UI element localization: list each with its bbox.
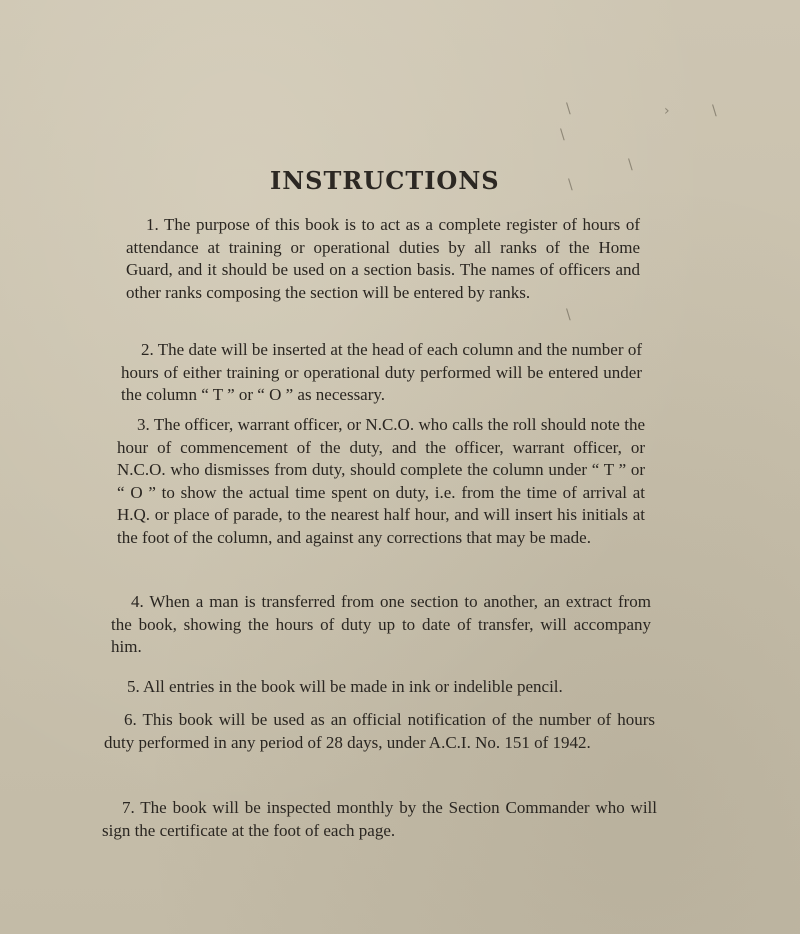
instruction-paragraph-7: 7. The book will be inspected monthly by the Section Commander who will sign the certificate at the foot of each page. xyxy=(102,798,657,840)
instruction-paragraph-5: 5. All entries in the book will be made in ink or indelible pencil. xyxy=(127,677,563,696)
paper-mark: \ xyxy=(560,127,565,143)
instruction-paragraph-1: 1. The purpose of this book is to act as a complete register of hours of attendance at training or operational duties by all ranks of the Home Guard, and it should be used on a section basis. The names of officers and other ranks composing the section will be entered by ranks. xyxy=(126,215,640,302)
instruction-paragraph-2: 2. The date will be inserted at the head of each column and the number of hours of either training or operational duty performed will be entered under the column “ T ” or “ O ” as necessary. xyxy=(121,340,642,404)
instruction-paragraph-3: 3. The officer, warrant officer, or N.C.O. who calls the roll should note the hour of commencement of the duty, and the officer, warrant officer, or N.C.O. who dismisses from duty, should complete the column under “ T ” or “ O ” to show the actual time spent on duty, i.e. from the time of arrival at H.Q. or place of parade, to the nearest half hour, and will insert his initials at the foot of the column, and against any corrections that may be made. xyxy=(117,415,645,547)
instruction-paragraph-6: 6. This book will be used as an official notification of the number of hours duty performed in any period of 28 days, under A.C.I. No. 151 of 1942. xyxy=(104,710,655,752)
paper-mark: \ xyxy=(712,103,717,119)
page-title: INSTRUCTIONS xyxy=(270,166,500,195)
paper-mark: › xyxy=(664,103,670,119)
paper-mark: \ xyxy=(568,177,573,193)
instruction-paragraph-4: 4. When a man is transferred from one section to another, an extract from the book, showing the hours of duty up to date of transfer, will accompany him. xyxy=(111,592,651,656)
paper-mark: \ xyxy=(566,101,571,117)
paper-mark: \ xyxy=(566,307,571,323)
paper-mark: \ xyxy=(628,157,633,173)
